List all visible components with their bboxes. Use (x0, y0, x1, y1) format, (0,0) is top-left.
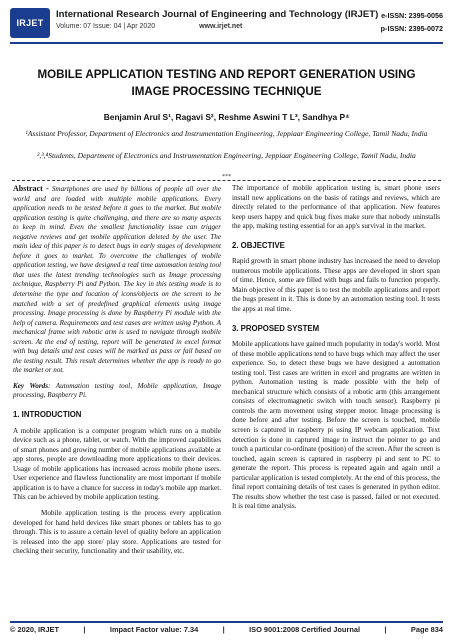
intro-paragraph-1: A mobile application is a computer program which runs on a mobile device such as a phone, tablet, or watch. With the improved capabilities of smart phones and growing number of mobile applications available at app stores, people are downloading more applications to their devices. Usage of mobile applications has increased across mobile phone users. User experience and flawless functionality are most important if mobile application is to have a chance for success in today's mobile app market. This can be achieved by mobile application testing. (13, 426, 221, 502)
footer-impact-factor: Impact Factor value: 7.34 (109, 625, 199, 634)
left-column (13, 184, 221, 563)
journal-header (10, 8, 443, 38)
footer-separator: | (83, 625, 86, 634)
eissn: e-ISSN: 2395-0056 (381, 11, 443, 20)
keywords-text: : Automation testing tool, Mobile application, Image processing, Raspberry Pi. (13, 381, 221, 400)
journal-volume-line (56, 23, 346, 30)
paper-authors: Benjamin Arul S¹, Ragavi S², Reshme Aswini T L³, Sandhya P⁴ (103, 112, 350, 122)
footer-iso: ISO 9001:2008 Certified Journal (249, 625, 361, 634)
footer-separator: | (384, 625, 387, 634)
pissn: p-ISSN: 2395-0072 (380, 24, 443, 33)
journal-title: International Research Journal of Engineering and Technology (IRJET) (56, 9, 379, 20)
abstract-label: Abstract - (13, 184, 49, 193)
abstract (13, 184, 221, 376)
volume-issue: Volume: 07 Issue: 04 | Apr 2020 (56, 23, 156, 30)
footer-page-number: Page 834 (410, 625, 443, 634)
right-column (232, 184, 440, 518)
keywords (13, 382, 221, 401)
issn-block (381, 9, 443, 35)
footer-separator: | (222, 625, 225, 634)
section-heading-objective: 2. OBJECTIVE (232, 240, 285, 250)
journal-website-link[interactable]: www.irjet.net (199, 23, 243, 30)
header-rule (10, 42, 443, 44)
objective-paragraph: Rapid growth in smart phone industry has increased the need to develop numerous mobile applications. These apps are developed in short span of time. Hence, some are filled with bugs and fails to function properly. Main objective of this paper is to test the mobile applications and report the bugs present in it. This is done by an automation testing tool. It tests the apps at real time. (232, 257, 440, 314)
proposed-system-paragraph: Mobile applications have gained much popularity in today's world. Most of these mobile applications tend to have bugs which may affect the user experience. So, to detect these bugs we have designed a automation testing tool. Test cases are written in excel and programs are written in python. Automation testing is made possible with the help of mechanical structure which consists of a robotic arm (this arrangement consists of electromagnetic switch with touch sensor). Raspberry pi controls the arm movement using stepper motor. Image processing is done before and after testing. Before the screen is touched, mobile screen is captured in raspberry pi using IP webcam application. Text detection is done in captured image to instruct the pointer to go and touch a particular co-ordinate (position) of the screen. After the screen is touched, again screen is captured in raspberry pi and sent to PC to generate the report. This process is repeated again and again until a particular application is tested completely. At the end of this process, the final report containing details of test cases is generated in python editor. The results show whether the test case is passed, failed or not executed. It is real time analysis. (232, 340, 440, 511)
intro-paragraph-2: Mobile application testing is the process every application developed for hand held devices like smart phones or tablets has to go through. This is to assure a certain level of quality before an application is released into the app store/ play store. Applications are tested for checking their security, functionality and their usability, etc. (13, 508, 221, 556)
abstract-text: Smartphones are used by billions of people all over the world and are loaded with multiple mobile applications. Every application needs to be tested before it goes to the market. But mobile application testing is quite challenging, and there are so many aspects to keep in mind. Even the smallest functionality issue can trigger negative reviews and get mobile application deleted by the user. The main idea of this paper is to detect bugs in early stages of development before it goes to market. To overcome the challenges of mobile application testing, we have designed a real time automation testing tool that uses the latest trending technologies such as Image processing technique, Raspberry Pi and Python. The key in this testing mode is to determine the type and location of icons/objects on the screen to be matched with a set of predefined graphical elements using image processing. Image processing is done by Raspberry Pi module with the help of camera. Requirements and test cases are written using Python. A mechanical frame with robotic arm is used to navigate through mobile screen. At the end of testing, report will be generated in excel format with bug details and test cases will be marked as pass or fail based on the testing result. This result determines whether the app is ready to go the market or not. (13, 185, 222, 375)
section-divider (12, 174, 441, 181)
intro-paragraph-3: The importance of mobile application testing is, smart phone users install new applications on the basis of ratings and reviews, which are directly related to the performance of that application. New features keep users happy and quick bug fixes make sure that nobody uninstalls the app, making testing essential for an app's survival in the market. (232, 184, 440, 231)
affiliation-2: ²,³,⁴Students, Department of Electronics and Instrumentation Engineering, Jeppiaar Engineering College, Tamil Nadu, India (37, 151, 416, 160)
irjet-logo: IRJET (10, 8, 50, 38)
section-heading-proposed-system: 3. PROPOSED SYSTEM (232, 323, 320, 333)
footer-copyright: © 2020, IRJET (10, 625, 59, 634)
paper-title: MOBILE APPLICATION TESTING AND REPORT GENERATION USING IMAGE PROCESSING TECHNIQUE (37, 68, 416, 98)
affiliation-1: ¹Assistant Professor, Department of Electronics and Instrumentation Engineering, Jeppiaar Engineering College, Tamil Nadu, India (25, 129, 428, 138)
journal-footer (10, 625, 443, 634)
divider-mark: *** (222, 174, 231, 180)
keywords-label: Key Words (13, 381, 49, 390)
footer-rule (10, 621, 443, 623)
section-heading-introduction: 1. INTRODUCTION (13, 410, 82, 420)
